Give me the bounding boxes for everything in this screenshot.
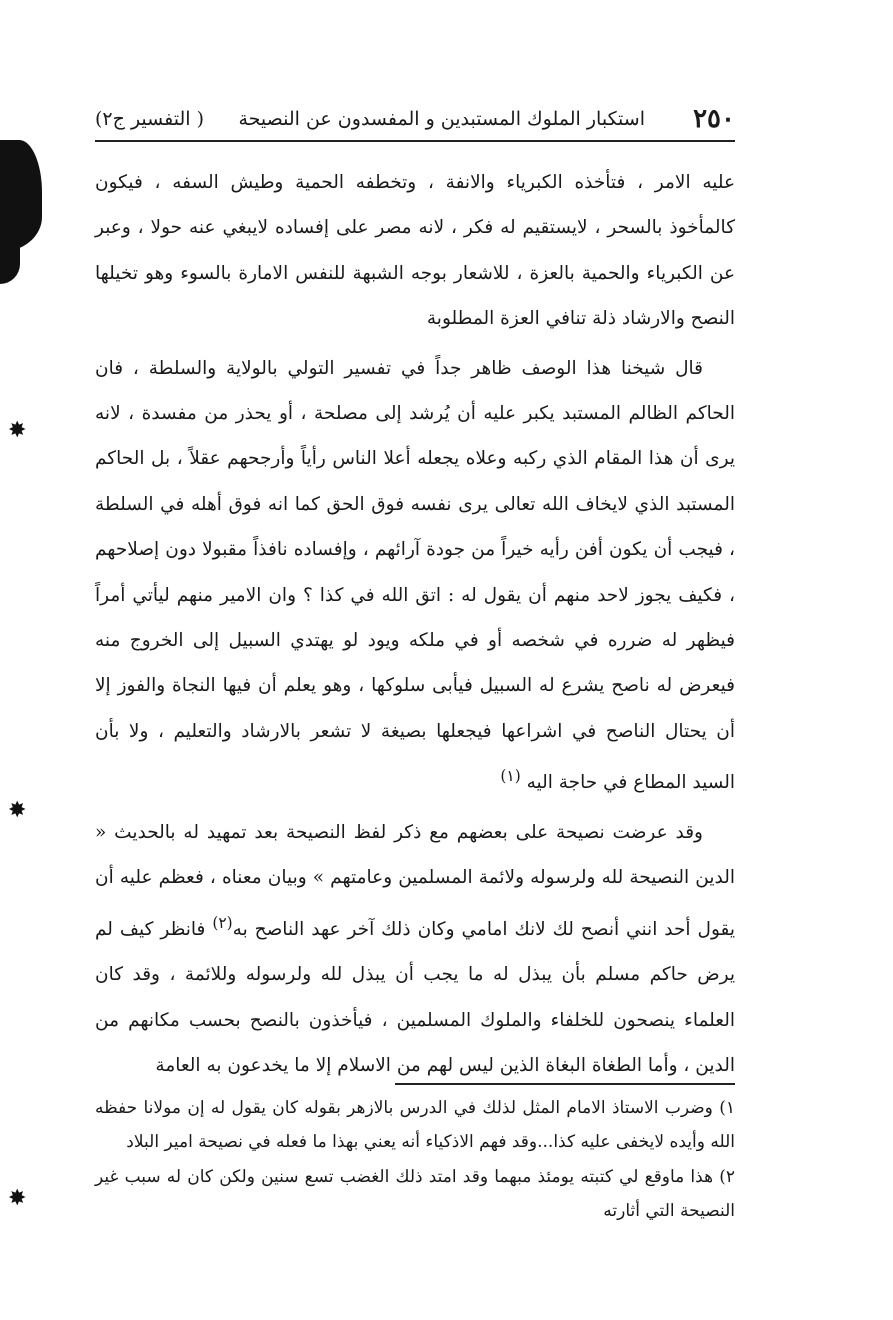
paragraph-1 bbox=[95, 160, 735, 342]
main-text bbox=[95, 160, 735, 1088]
paragraph-2 bbox=[95, 346, 735, 806]
running-tag: ( التفسير ج٢) bbox=[95, 108, 204, 130]
running-header bbox=[95, 104, 735, 142]
paragraph-2-text: قال شيخنا هذا الوصف ظاهر جداً في تفسير التولي بالولاية والسلطة ، فان الحاكم الظالم المستبد يكبر عليه أن يُرشد إلى مصلحة ، أو يحذر من مفسدة ، لانه يرى أن هذا المقام الذي ركبه وعلاه يجعله أعلا الناس رأياً وأرجحهم عقلاً ، بل الحاكم المستبد الذي لايخاف الله تعالى يرى نفسه فوق الحق كما انه فوق أهله في السلطة ، فيجب أن يكون أفن رأيه خيراً من جودة آرائهم ، وإفساده نافذاً مقبولا دون إصلاحهم ، فكيف يجوز لاحد منهم أن يقول له : اتق الله في كذا ؟ وان الامير منهم ليأتي أمراً فيظهر له ضرره في شخصه أو في ملكه ويود لو يهتدي السبيل إلى الخروج منه فيعرض له ناصح يشرع له السبيل فيأبى سلوكها ، وهو يعلم أن فيها النجاة والفوز إلا أن يحتال الناصح في اشراعها فيجعلها بصيغة لا تشعر بالارشاد والتعليم ، ولا بأن السيد المطاع في حاجة اليه bbox=[95, 357, 735, 794]
footnote-2: ٢) هذا ماوقع لي كتبته يومئذ مبهما وقد امتد ذلك الغضب تسع سنين ولكن كان له سبب غير النصيحة التي أثارته bbox=[95, 1167, 735, 1221]
paragraph-3-tail: فانظر كيف لم يرض حاكم مسلم بأن يبذل له ما يجب أن يبذل لله ولرسوله وللائمة ، وقد كان العلماء ينصحون للخلفاء والملوك المسلمين ، فيأخذون بالنصح بحسب مكانهم من الدين ، وأما الطغاة البغاة الذين ليس لهم من الاسلام إلا ما يخدعون به العامة bbox=[95, 918, 735, 1077]
paragraph-1-text: عليه الامر ، فتأخذه الكبرياء والانفة ، وتخطفه الحمية وطيش السفه ، فيكون كالمأخوذ بالسحر ، لايستقيم له فكر ، لانه مصر على إفساده لايبغي عنه حولا ، وعبر عن الكبرياء والحمية بالعزة ، للاشعار بوجه الشبهة للنفس الامارة بالسوء وهو تخيلها النصح والارشاد ذلة تنافي العزة المطلوبة bbox=[95, 172, 735, 330]
footnote-divider bbox=[395, 1083, 735, 1085]
scan-edge-artifact bbox=[0, 140, 42, 252]
scan-speck-1: ✸ bbox=[8, 418, 27, 443]
footnotes bbox=[95, 1092, 735, 1228]
footnote-1: ١) وضرب الاستاذ الامام المثل لذلك في الدرس بالازهر بقوله كان يقول له إن مولانا حفظه الله وأيده لايخفى عليه كذا...وقد فهم الاذكياء أنه يعني بهذا ما فعله في نصيحة امير البلاد bbox=[95, 1098, 735, 1152]
page-number: ٢٥٠ bbox=[693, 104, 735, 134]
footnote-mark-1: (١) bbox=[500, 767, 521, 786]
paragraph-3 bbox=[95, 810, 735, 1089]
scan-speck-2: ✸ bbox=[8, 798, 27, 823]
scan-speck-3: ✸ bbox=[8, 1186, 27, 1211]
running-title: استكبار الملوك المستبدين و المفسدون عن النصيحة bbox=[238, 108, 645, 130]
footnote-mark-2: (٢) bbox=[212, 913, 233, 932]
paragraph-3-text: وقد عرضت نصيحة على بعضهم مع ذكر لفظ النصيحة بعد تمهيد له بالحديث « الدين النصيحة لله ولرسوله ولائمة المسلمين وعامتهم » وبيان معناه ، فعظم عليه أن يقول أحد انني أنصح لك لانك امامي وكان ذلك آخر عهد الناصح به bbox=[95, 821, 736, 940]
